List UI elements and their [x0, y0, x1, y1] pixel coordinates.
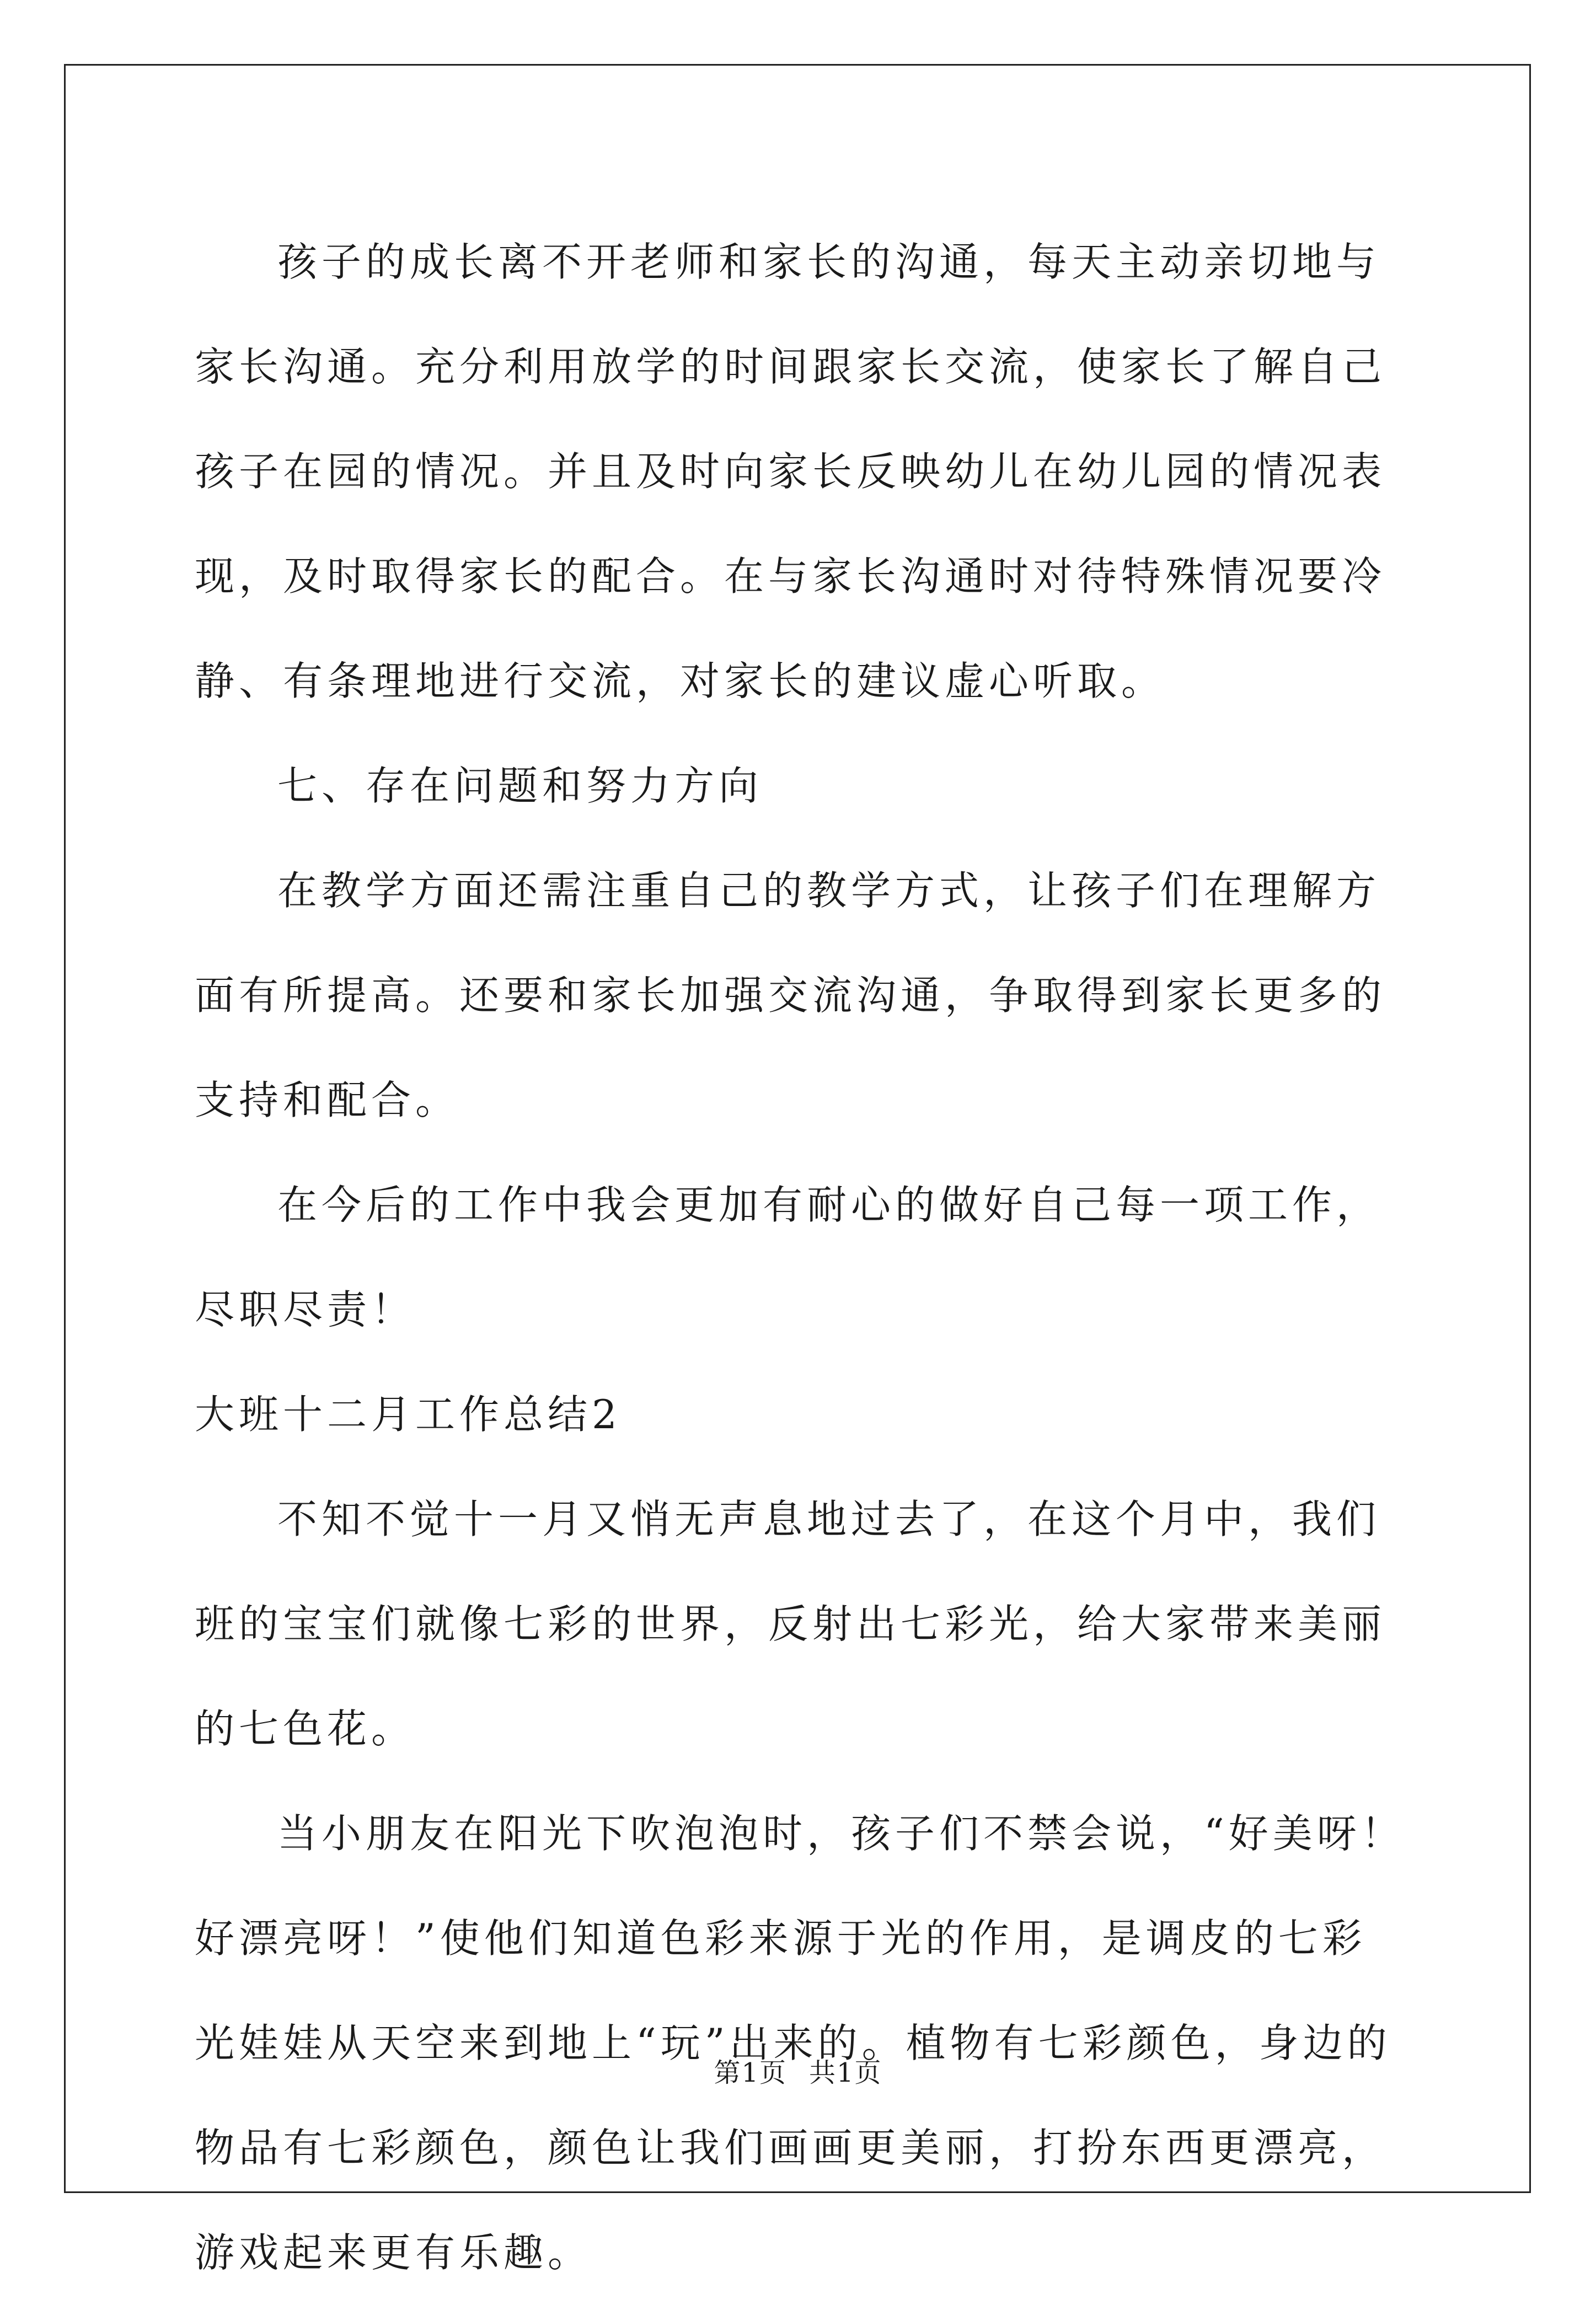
- paragraph-future-work: 在今后的工作中我会更加有耐心的做好自己每一项工作，尽职尽责！: [195, 1182, 1381, 1333]
- section-heading-problems: 七、存在问题和努力方向: [277, 763, 763, 809]
- document-body: [195, 210, 1408, 2305]
- paragraph-colors-light: 当小朋友在阳光下吹泡泡时，孩子们不禁会说，“好美呀！好漂亮呀！”使他们知道色彩来源于光的作用，是调皮的七彩光娃娃从天空来到地上“玩”出来的。植物有七彩颜色，身边的物品有七彩颜色，颜色让我们画画更美丽，打扮东西更漂亮，游戏起来更有乐趣。: [195, 1810, 1405, 2276]
- paragraph-november-summary: 不知不觉十一月又悄无声息地过去了，在这个月中，我们班的宝宝们就像七彩的世界，反射出七彩光，给大家带来美丽的七色花。: [195, 1496, 1386, 1752]
- document-section-title: 大班十二月工作总结2: [195, 1391, 622, 1438]
- paragraph-teaching-improvement: 在教学方面还需注重自己的教学方式，让孩子们在理解方面有所提高。还要和家长加强交流沟通，争取得到家长更多的支持和配合。: [195, 867, 1386, 1123]
- page-footer: [0, 2051, 1596, 2089]
- paragraph-parent-communication: 孩子的成长离不开老师和家长的沟通，每天主动亲切地与家长沟通。充分利用放学的时间跟家长交流，使家长了解自己孩子在园的情况。并且及时向家长反映幼儿在幼儿园的情况表现，及时取得家长的配合。在与家长沟通时对待特殊情况要冷静、有条理地进行交流，对家长的建议虚心听取。: [195, 239, 1386, 704]
- page-total: 共1页: [809, 2057, 882, 2088]
- page-number: 第1页: [714, 2057, 787, 2088]
